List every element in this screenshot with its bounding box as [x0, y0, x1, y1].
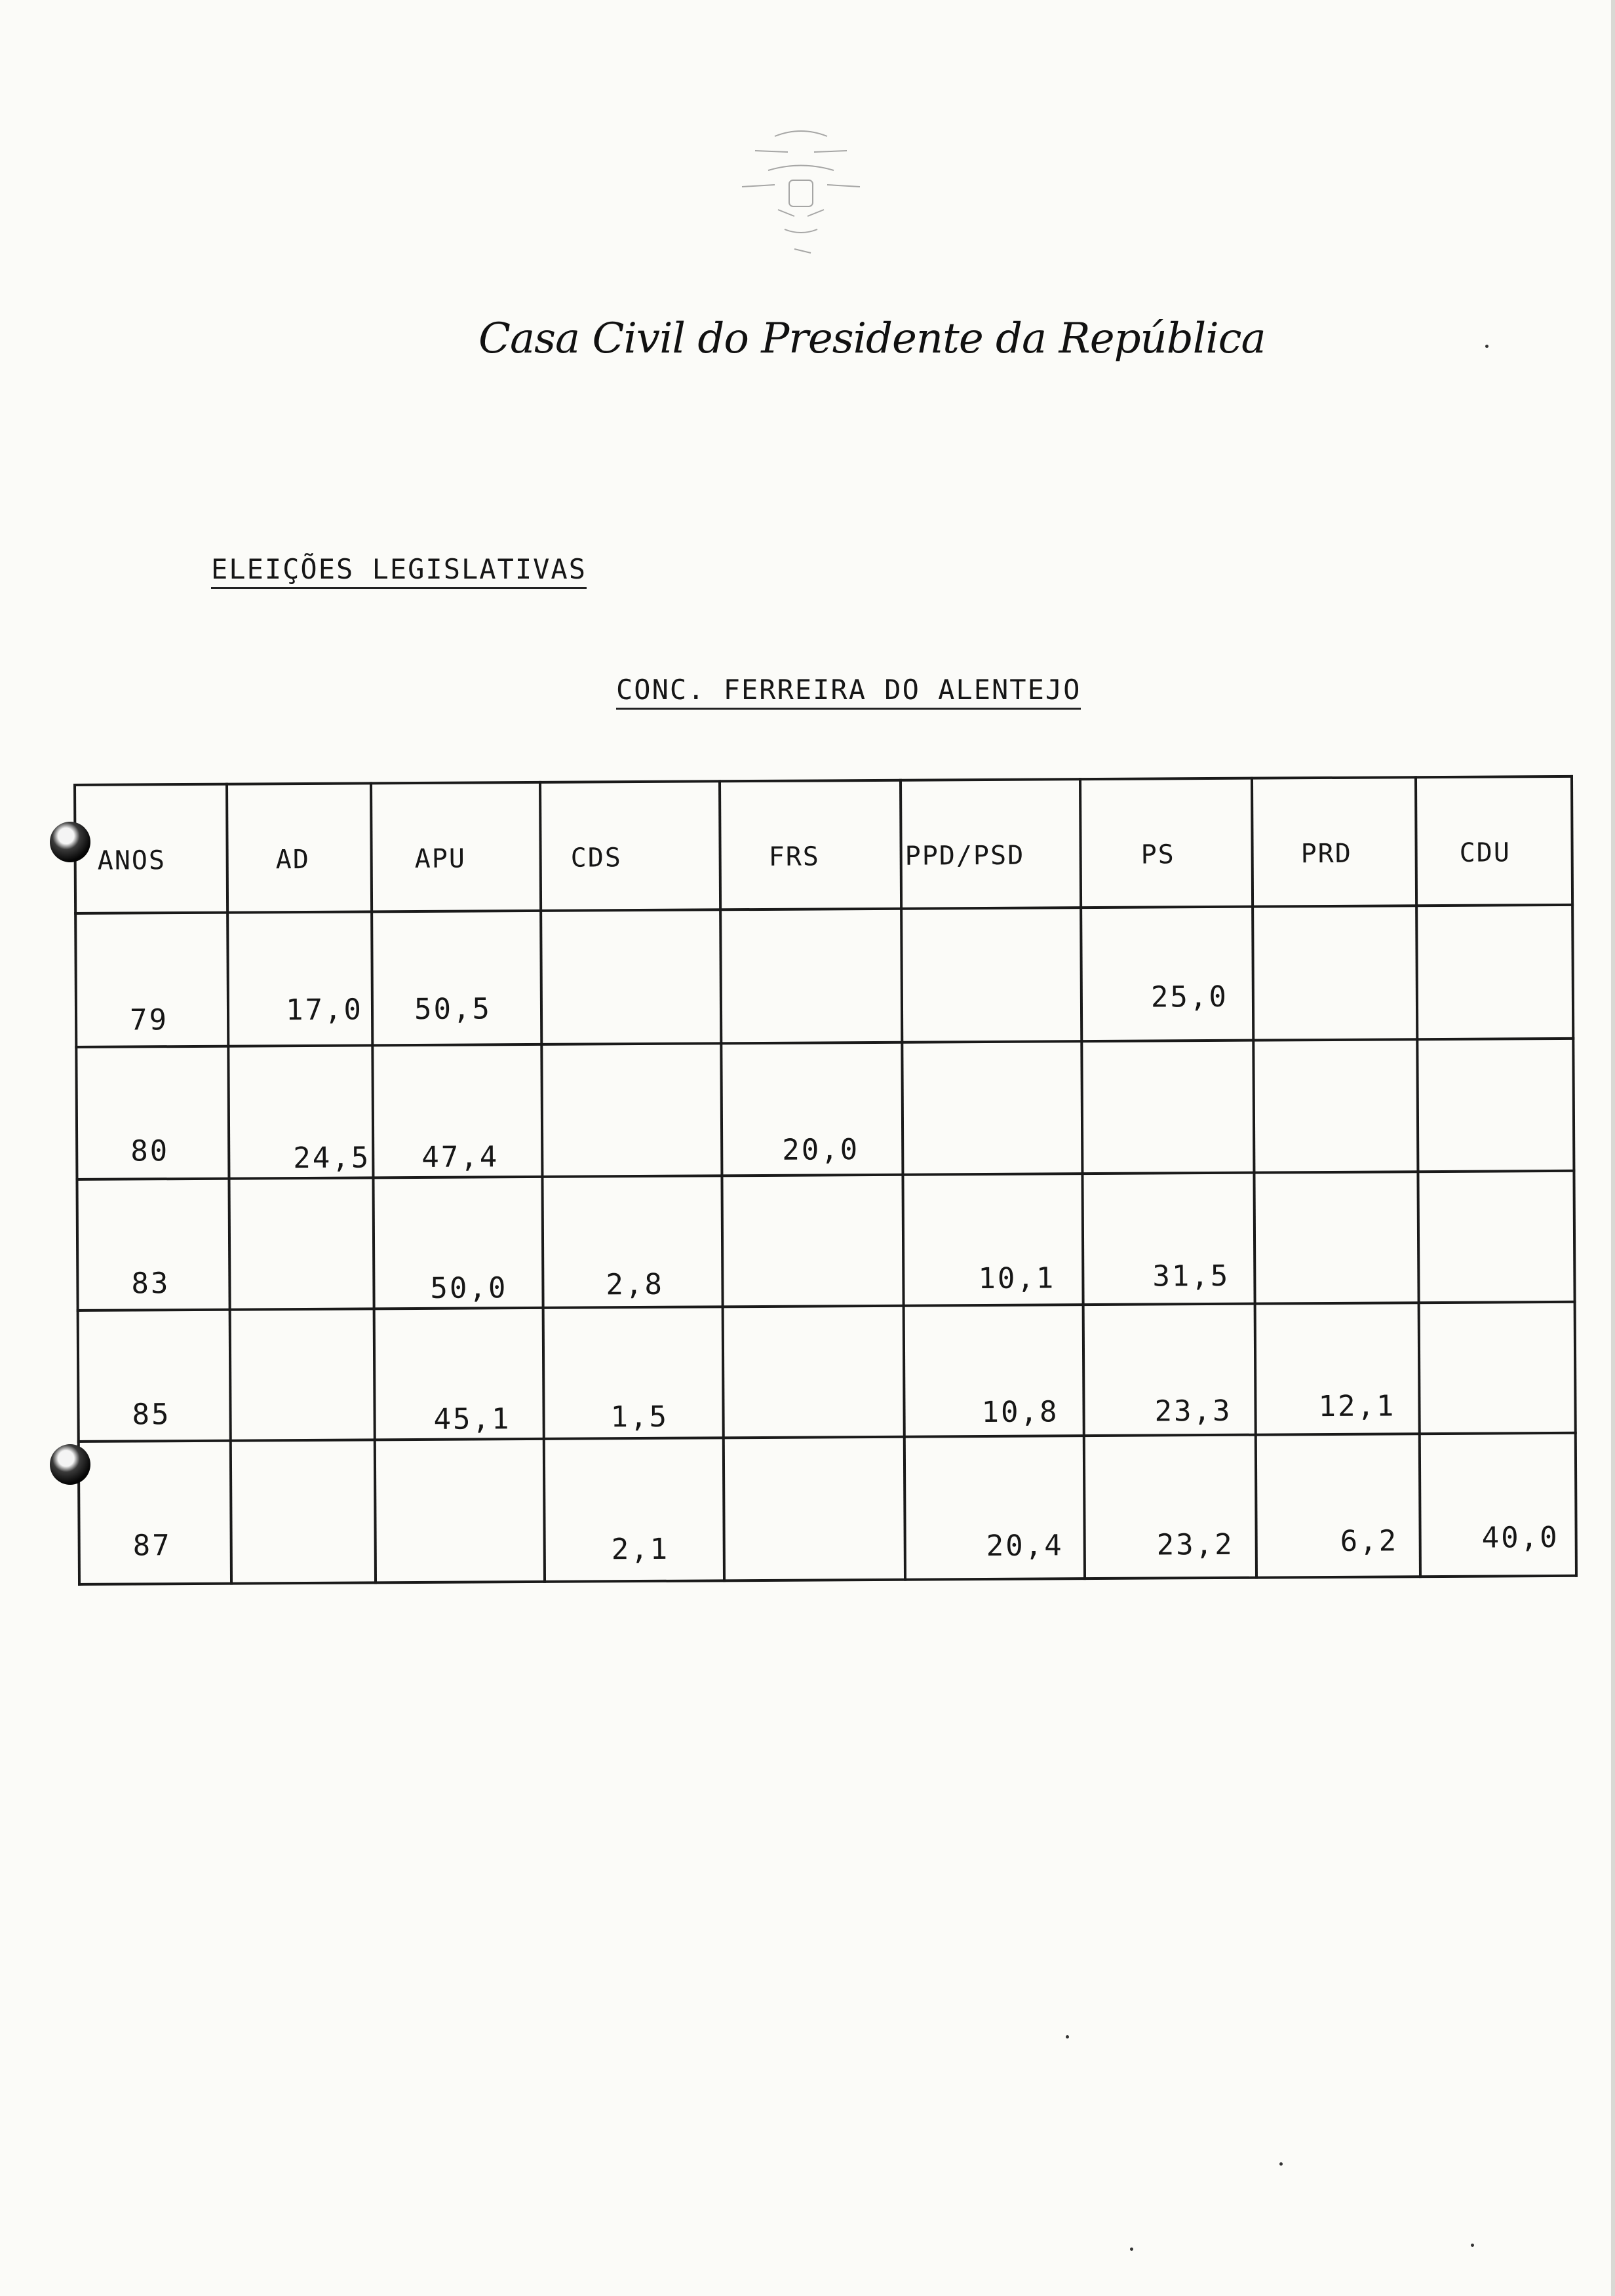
table-grid [73, 775, 1578, 1586]
header-cdu: CDU [1459, 837, 1511, 868]
table-cell: 2,8 [606, 1267, 665, 1302]
header-frs: FRS [768, 841, 821, 872]
header-ps: PS [1140, 839, 1175, 870]
table-cell: 17,0 [285, 993, 364, 1027]
election-results-table [73, 775, 1578, 1586]
table-cell: 1,5 [610, 1400, 669, 1434]
document-title: ELEIÇÕES LEGISLATIVAS [211, 554, 587, 589]
page-edge [1611, 0, 1615, 2296]
table-cell: 50,5 [414, 992, 492, 1027]
header-anos: ANOS [97, 845, 166, 876]
letterhead: Casa Civil do Presidente da República [478, 315, 1266, 363]
table-cell: 47,4 [421, 1140, 499, 1174]
table-cell: 12,1 [1318, 1389, 1396, 1424]
table-cell: 80 [130, 1134, 170, 1168]
table-cell: 50,0 [430, 1271, 508, 1305]
document-subtitle: CONC. FERREIRA DO ALENTEJO [616, 675, 1081, 710]
header-apu: APU [414, 843, 467, 875]
punch-hole [50, 822, 90, 862]
scan-speck [1471, 2244, 1474, 2247]
table-cell: 79 [129, 1003, 169, 1037]
table-cell: 45,1 [433, 1402, 511, 1436]
table-cell: 10,8 [981, 1395, 1059, 1430]
table-cell: 23,3 [1154, 1394, 1232, 1428]
scan-speck [1279, 2162, 1283, 2166]
table-cell: 20,0 [782, 1133, 860, 1167]
scan-speck [1066, 2035, 1069, 2038]
header-ppd-psd: PPD/PSD [905, 840, 1025, 871]
table-cell: 20,4 [986, 1529, 1064, 1563]
table-cell: 87 [132, 1529, 172, 1563]
table-cell: 83 [131, 1267, 170, 1301]
scan-speck [1130, 2248, 1133, 2251]
table-cell: 24,5 [293, 1141, 371, 1176]
table-cell: 31,5 [1152, 1259, 1230, 1293]
coat-of-arms-emblem [729, 124, 873, 262]
scan-speck [1485, 345, 1489, 348]
header-prd: PRD [1300, 838, 1353, 870]
table-cell: 25,0 [1150, 980, 1229, 1014]
header-cds: CDS [570, 843, 623, 873]
table-cell: 2,1 [611, 1532, 670, 1567]
table-cell: 6,2 [1340, 1524, 1399, 1558]
punch-hole [50, 1444, 90, 1485]
table-cell: 23,2 [1156, 1527, 1234, 1562]
table-cell: 10,1 [978, 1261, 1056, 1296]
table-cell: 40,0 [1481, 1520, 1559, 1555]
header-ad: AD [275, 844, 310, 875]
table-cell: 85 [132, 1398, 171, 1432]
